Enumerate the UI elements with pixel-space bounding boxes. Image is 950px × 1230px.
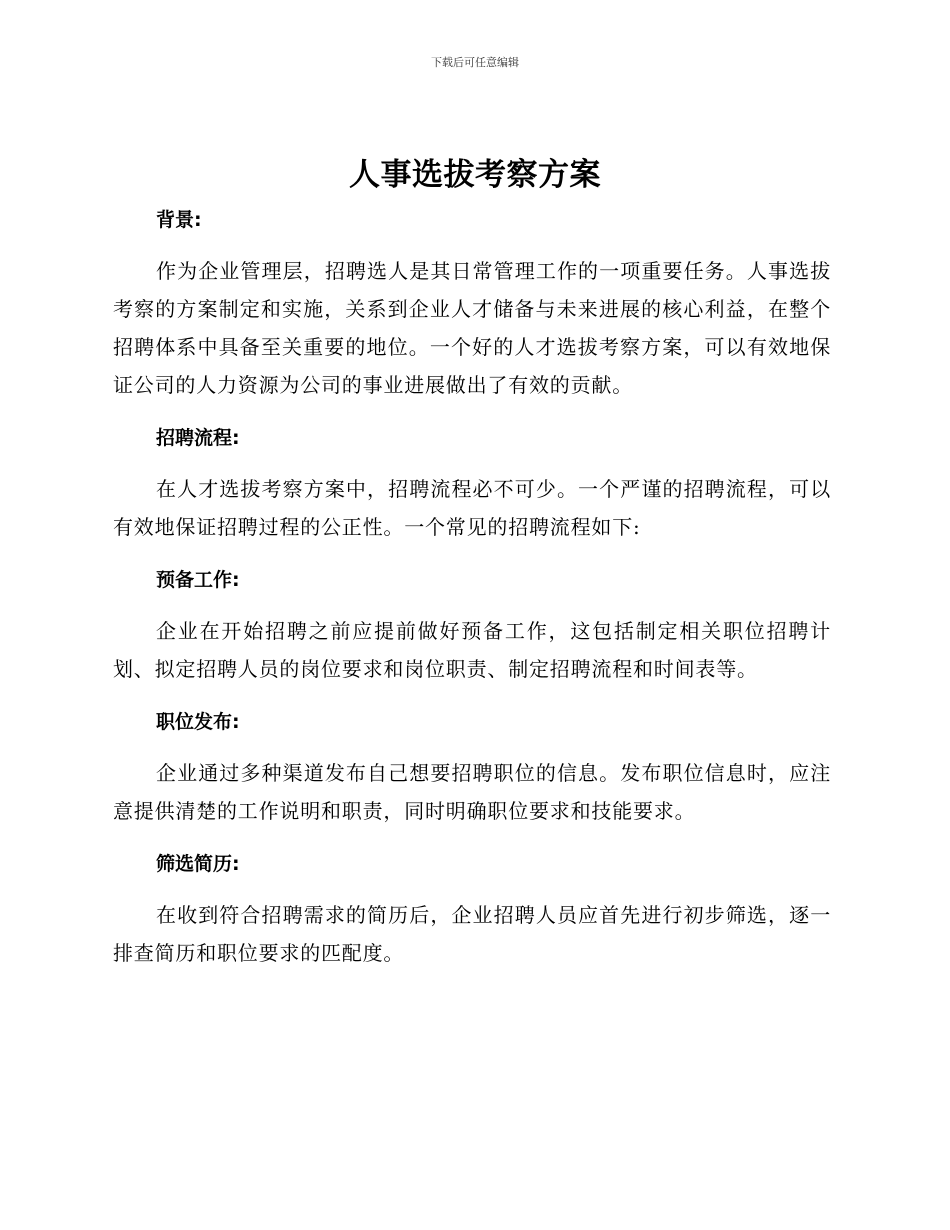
section-recruitment-process <box>113 418 831 560</box>
section-paragraph: 企业在开始招聘之前应提前做好预备工作，这包括制定相关职位招聘计划、拟定招聘人员的岗位要求和岗位职责、制定招聘流程和时间表等。 <box>113 619 831 681</box>
section-heading: 职位发布: <box>156 711 240 733</box>
section-heading: 背景: <box>156 209 202 231</box>
section-paragraph: 在收到符合招聘需求的简历后，企业招聘人员应首先进行初步筛选，逐一排查简历和职位要求的匹配度。 <box>113 903 831 965</box>
section-preparation <box>113 560 831 702</box>
section-paragraph: 企业通过多种渠道发布自己想要招聘职位的信息。发布职位信息时，应注意提供清楚的工作说明和职责，同时明确职位要求和技能要求。 <box>113 761 831 823</box>
section-job-posting <box>113 702 831 844</box>
document-title: 人事选拔考察方案 <box>349 157 601 193</box>
page-header-note: 下载后可任意编辑 <box>431 56 519 69</box>
section-heading: 招聘流程: <box>156 427 240 449</box>
section-background <box>113 200 831 418</box>
section-resume-screening <box>113 844 831 972</box>
section-heading: 预备工作: <box>156 569 240 591</box>
section-heading: 筛选简历: <box>156 853 240 875</box>
section-paragraph: 在人才选拔考察方案中，招聘流程必不可少。一个严谨的招聘流程，可以有效地保证招聘过程的公正性。一个常见的招聘流程如下: <box>113 477 831 539</box>
section-paragraph: 作为企业管理层，招聘选人是其日常管理工作的一项重要任务。人事选拔考察的方案制定和实施，关系到企业人才储备与未来进展的核心利益，在整个招聘体系中具备至关重要的地位。一个好的人才选拔考察方案，可以有效地保证公司的人力资源为公司的事业进展做出了有效的贡献。 <box>113 259 831 397</box>
document-body <box>113 200 831 972</box>
